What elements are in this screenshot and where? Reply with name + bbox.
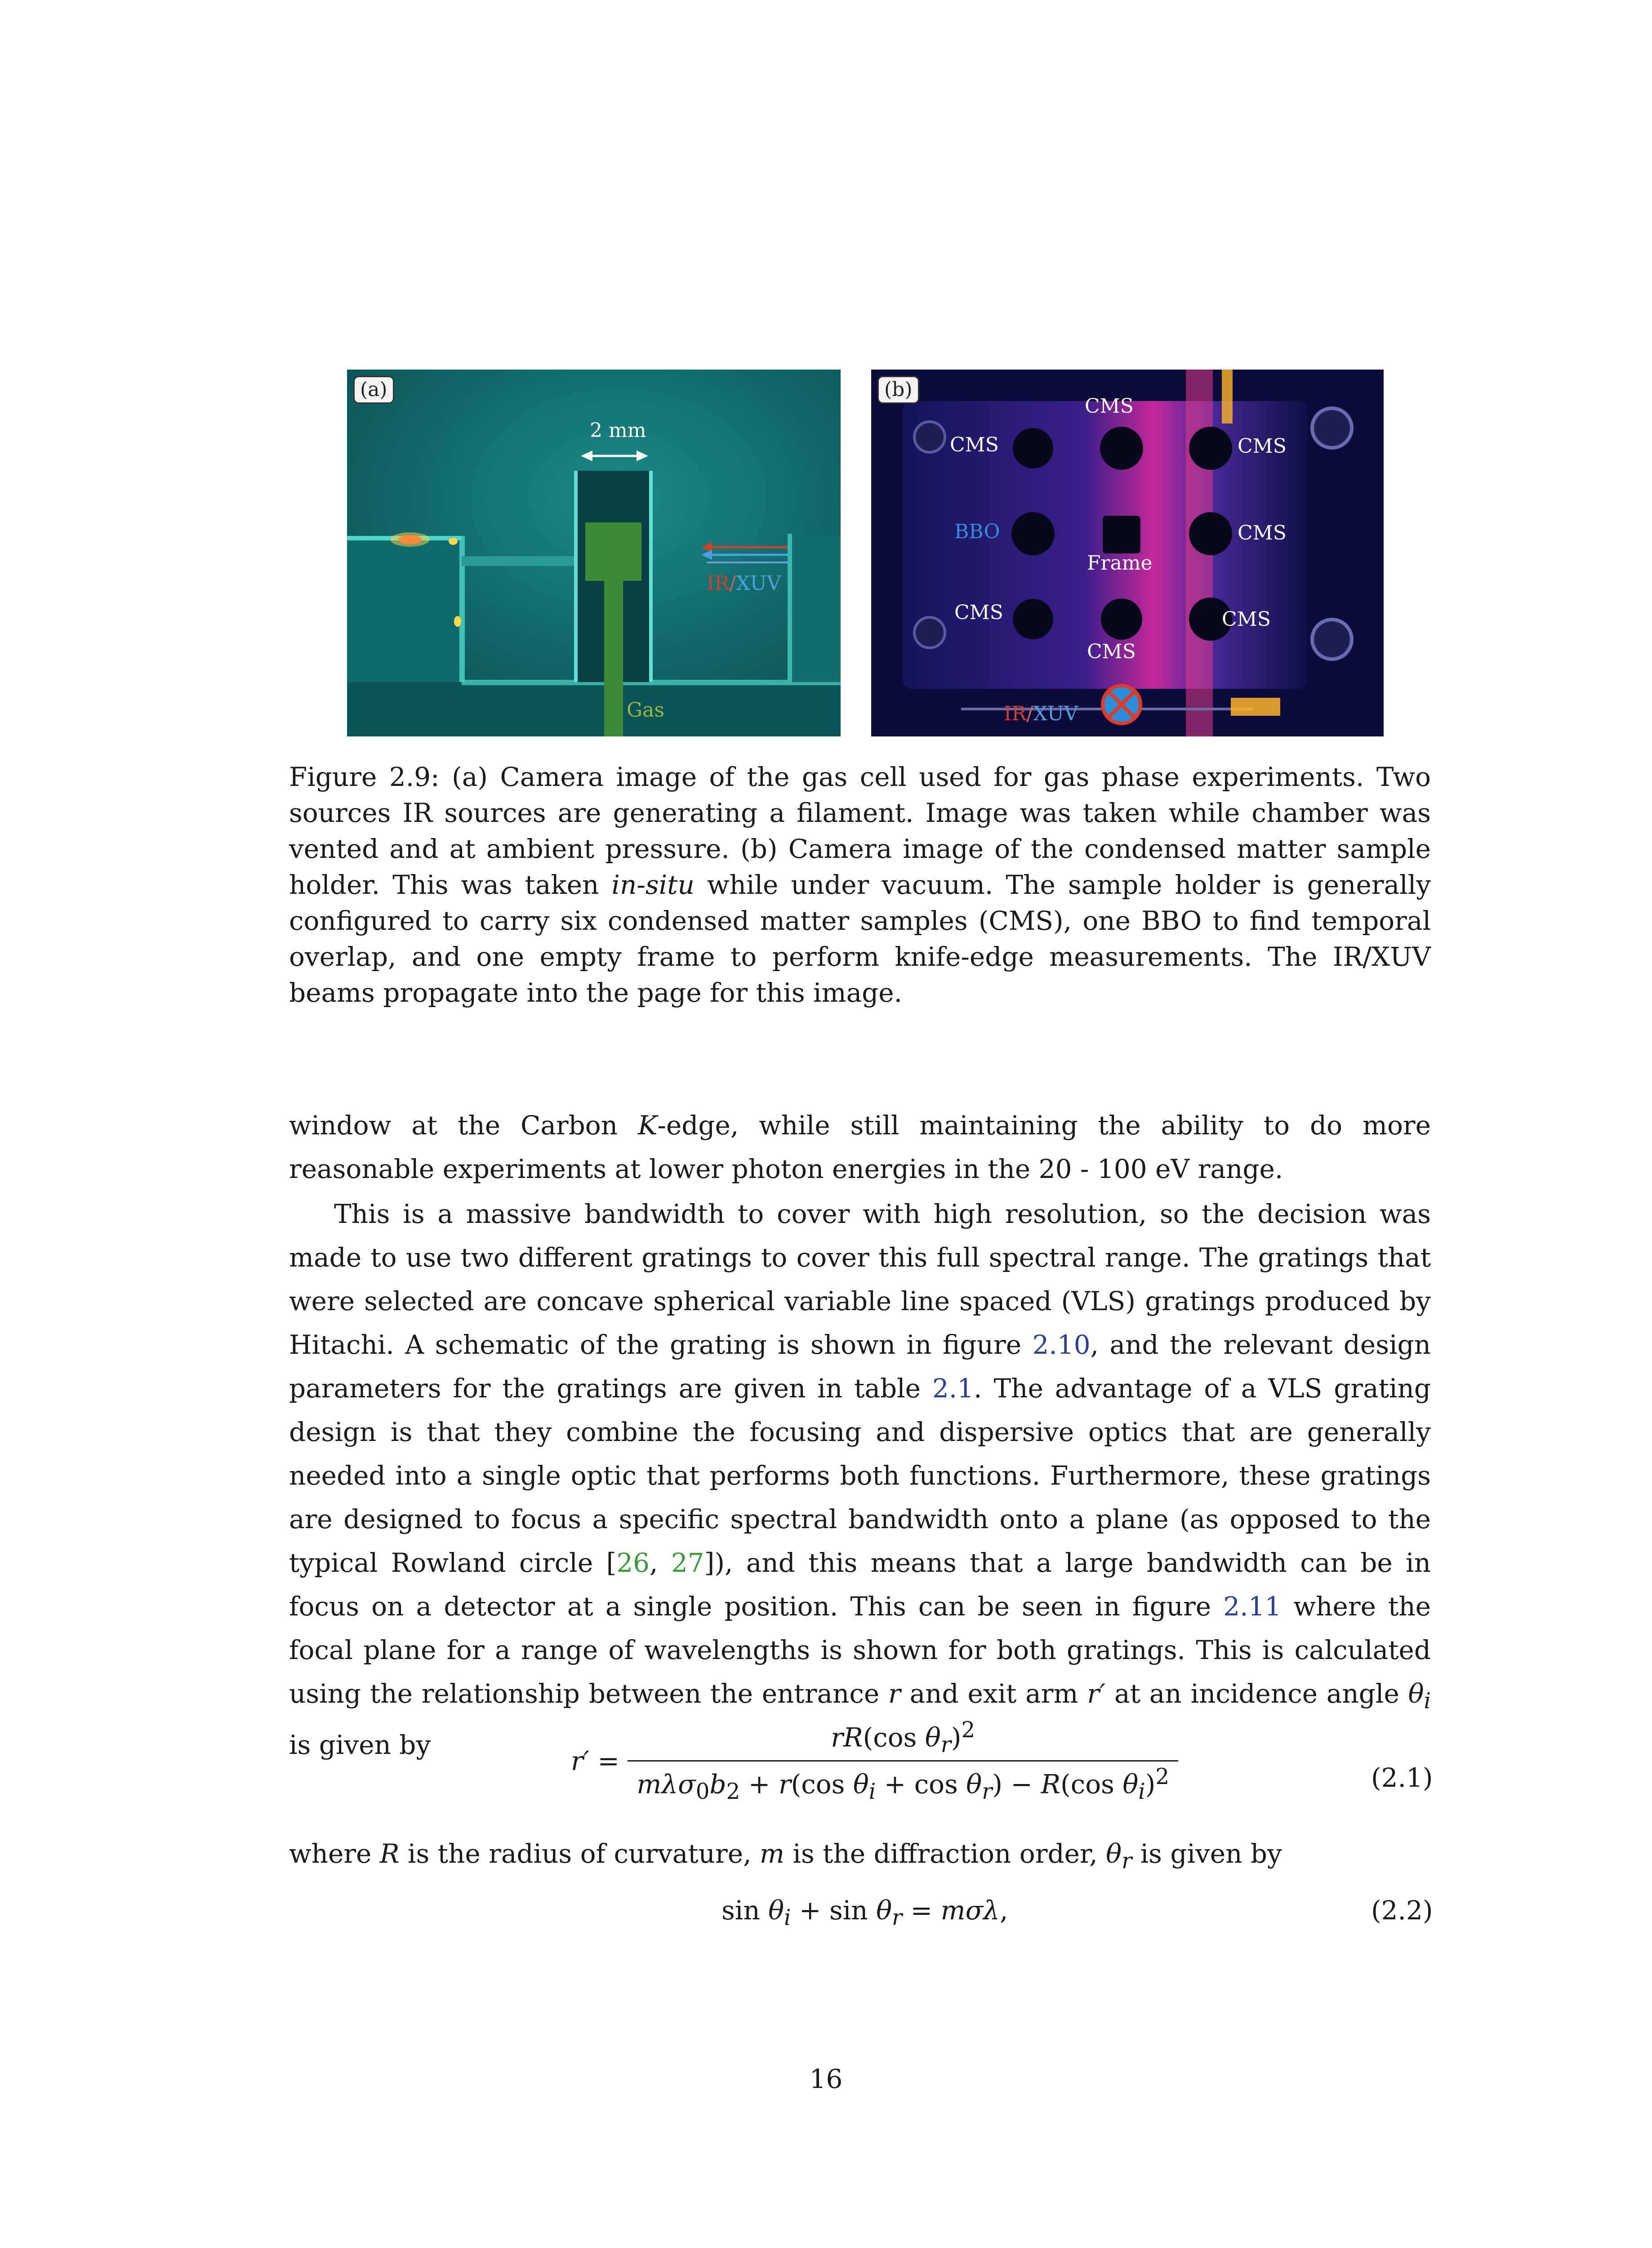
caption-text-2: while under vacuum. The sample holder is generally configured to carry six condensed matter samples (CMS), one BBO to find temporal overlap, and one empty frame to perform knife-edge measurements. The IR/XUV beams propagate into the page for this image. [289, 870, 1431, 1008]
equation-number-2-1: (2.1) [1371, 1762, 1433, 1793]
cms-label-left-top: CMS [950, 433, 999, 456]
panel-b-tag: (b) [877, 376, 919, 404]
page-number: 16 [809, 2064, 843, 2094]
caption-text-1: (a) Camera image of the gas cell used for gas phase experiments. Two sources IR sources are generating a filament. Image was taken while chamber was vented and at ambient pressure. (b) Camera image of the condensed matter sample holder. This was taken [289, 762, 1431, 900]
text: ]), and this means that a large bandwidth can be in focus on a detector at a single position. This can be seen in figure [289, 1548, 1431, 1622]
cms-label-right-mid: CMS [1238, 522, 1287, 544]
text: is the radius of curvature, [399, 1838, 760, 1869]
text: where [289, 1838, 380, 1869]
text: , and the relevant design parameters for the gratings are given in table [289, 1329, 1431, 1404]
gas-label: Gas [627, 699, 664, 722]
eq1-numerator: rR(cos $\theta_r)^2$ [831, 1717, 975, 1757]
math-var: θ [1408, 1678, 1424, 1709]
cms-label-top: CMS [1085, 395, 1134, 418]
ir-xuv-label-a [707, 572, 781, 595]
text: is given by [1132, 1838, 1282, 1869]
ir-label: IR [707, 572, 730, 595]
figure-panel-a [347, 370, 841, 736]
slash: / [1026, 702, 1033, 725]
text: , [650, 1548, 671, 1578]
math-var: R [379, 1838, 400, 1869]
paragraph-3 [289, 1832, 1431, 1883]
caption-prefix: Figure 2.9: [289, 762, 440, 792]
math-var: θ [1106, 1838, 1122, 1869]
paragraph-2 [289, 1192, 1431, 1767]
citation-26[interactable]: 26 [616, 1548, 650, 1578]
equation-number-2-2: (2.2) [1371, 1895, 1433, 1926]
cms-label-bottom: CMS [1087, 640, 1136, 663]
bbo-label: BBO [954, 520, 1000, 543]
text: -edge, while still maintaining the ability to do more reasonable experiments at lower photon energies in the 20 - 100 eV range. [289, 1110, 1431, 1184]
ir-label: IR [1004, 702, 1027, 725]
cms-label-right-top: CMS [1238, 435, 1287, 458]
figure-panel-b [871, 370, 1384, 736]
text: where the focal plane for a range of wavelengths is shown for both gratings. This is calculated using the relationship between the entrance [289, 1591, 1431, 1709]
math-var: r [888, 1678, 901, 1709]
text: This is a massive bandwidth to cover with high resolution, so the decision was made to use two different gratings to cover this full spectral range. The gratings that were selected are concave spherical variable line spaced (VLS) gratings produced by Hitachi. A schematic of the grating is shown in figure [289, 1199, 1431, 1360]
slash: / [729, 572, 736, 595]
text: . The advantage of a VLS grating design is that they combine the focusing and dispersive optics that are generally needed into a single optic that performs both functions. Furthermore, these gratings are designed to focus a specific spectral bandwidth onto a plane (as opposed to the typical Rowland circle [ [289, 1373, 1431, 1578]
eq1-fraction [628, 1717, 1178, 1804]
figure-ref-2-11[interactable]: 2.11 [1223, 1591, 1282, 1622]
math-var: m [759, 1838, 784, 1869]
text: is given by [289, 1729, 431, 1760]
figure-ref-2-10[interactable]: 2.10 [1032, 1329, 1091, 1360]
text: and exit arm [900, 1678, 1087, 1709]
frame-label: Frame [1087, 552, 1153, 575]
text: window at the Carbon [289, 1110, 638, 1141]
equation-2-2: $\sin \theta_i + \sin \theta_r = m\sigma\lambda$, [721, 1895, 1008, 1931]
cms-label-left-bottom: CMS [954, 601, 1003, 624]
math-sub: r [1122, 1848, 1132, 1874]
xuv-label: XUV [736, 572, 781, 595]
figure-caption [289, 759, 1431, 1011]
xuv-label: XUV [1033, 702, 1078, 725]
caption-italic: in-situ [611, 870, 695, 900]
ir-xuv-label-b [1004, 702, 1078, 725]
equation-2-1 [571, 1717, 1178, 1804]
eq1-denominator: $m\lambda\sigma_0b_2 + r(\cos$ $\theta_i + \cos \theta_r) - R(\cos$ $\theta_i)^2$ [628, 1760, 1178, 1804]
text: at an incidence angle [1105, 1678, 1408, 1709]
text: is the diffraction order, [784, 1838, 1106, 1869]
panel-a-tag: (a) [353, 376, 394, 404]
paragraph-1 [289, 1104, 1431, 1191]
math-sub: i [1424, 1688, 1431, 1714]
citation-27[interactable]: 27 [671, 1548, 704, 1578]
math-var: K [638, 1110, 658, 1141]
math-var: r′ [1087, 1678, 1106, 1709]
cms-label-right-bottom: CMS [1222, 608, 1271, 631]
scale-bar-label: 2 mm [590, 419, 646, 442]
table-ref-2-1[interactable]: 2.1 [932, 1373, 974, 1404]
eq1-lhs: r′ = [571, 1745, 619, 1776]
